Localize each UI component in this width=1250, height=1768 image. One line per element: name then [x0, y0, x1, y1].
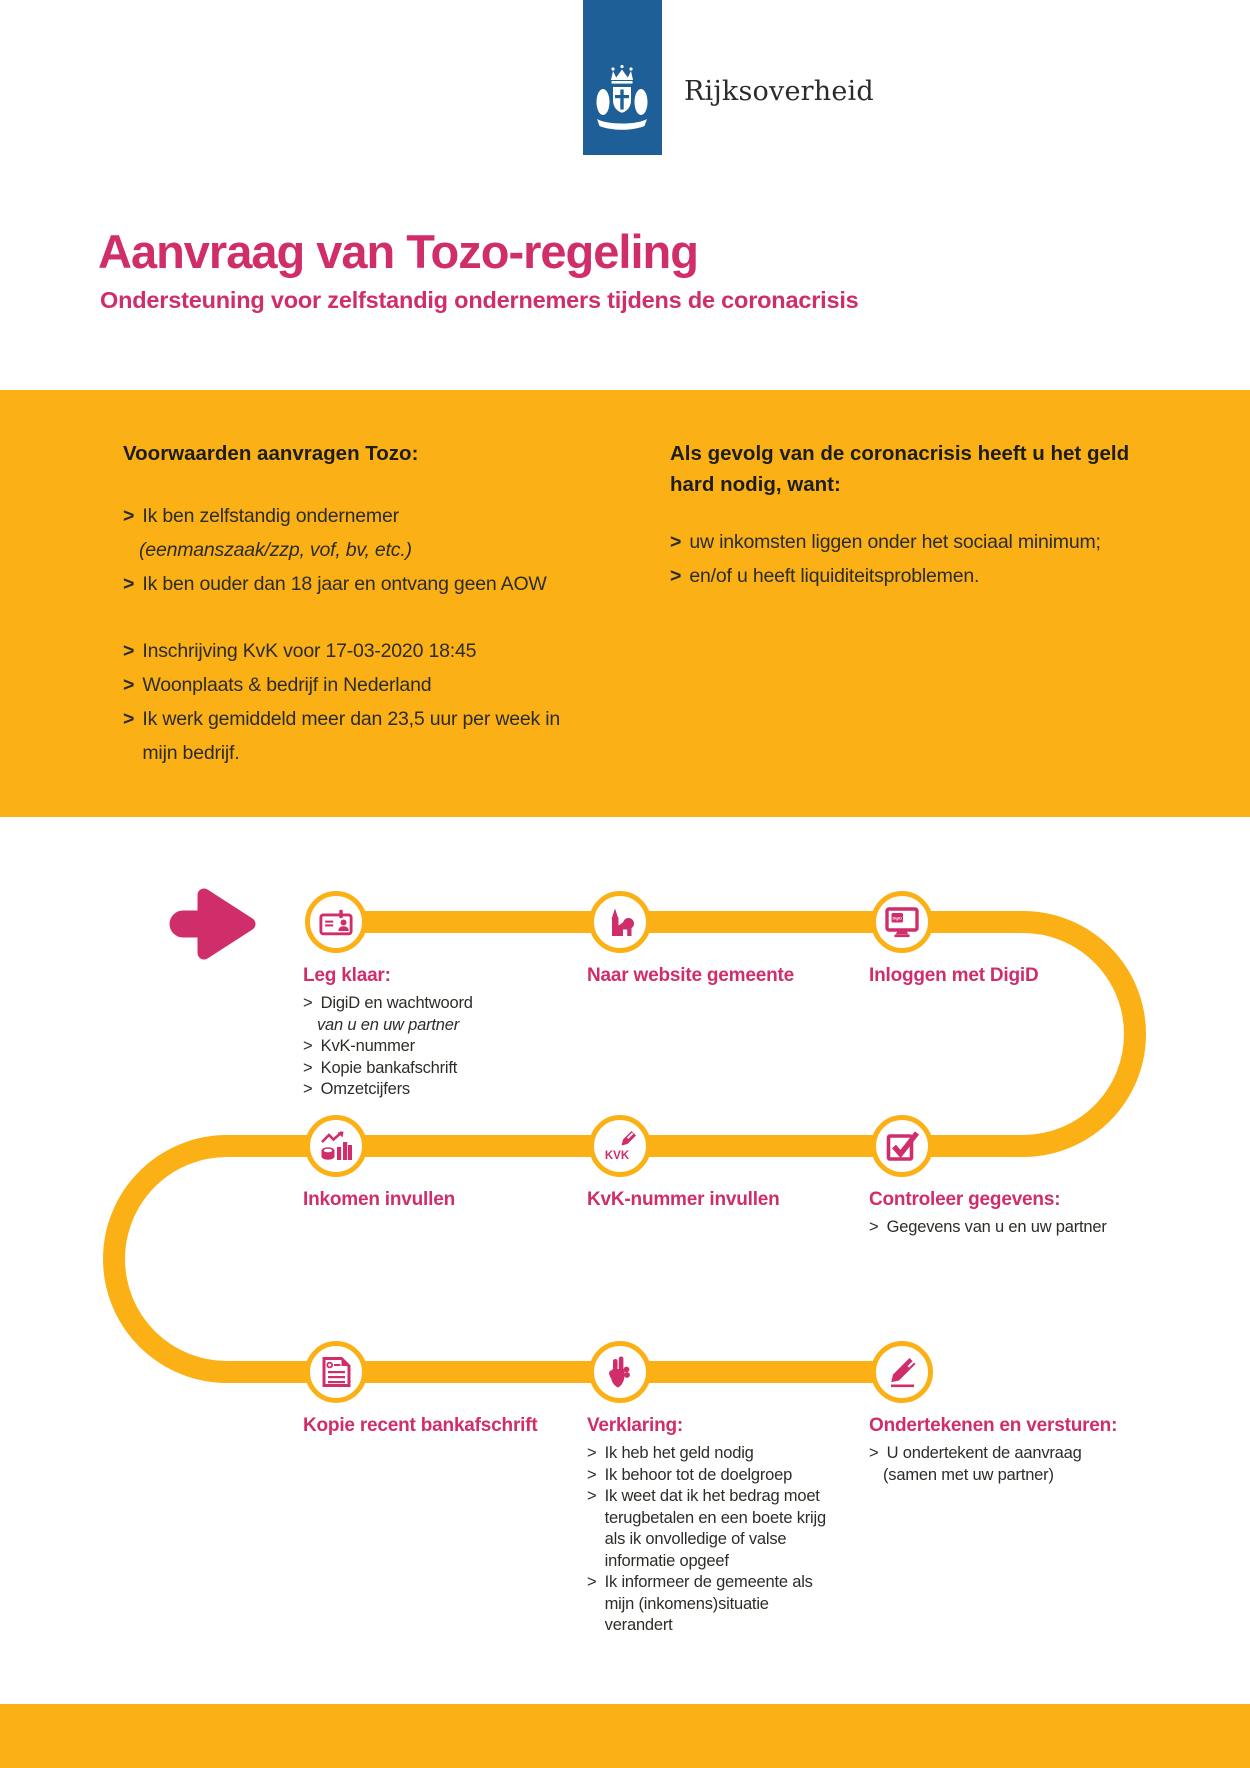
list-item: > Omzetcijfers [303, 1080, 410, 1098]
step-items [587, 1443, 841, 1637]
brand-name: Rijksoverheid [684, 76, 874, 107]
step-items [869, 1217, 1169, 1239]
royal-crest-icon [593, 64, 651, 134]
coins-chart-icon [319, 1130, 353, 1162]
list-item: > Woonplaats & bedrijf in Nederland [123, 674, 432, 696]
list-item: > Ik weet dat ik het bedrag moet terugbetalen en een boete krijg als ik onvolledige of valse informatie opgeef [587, 1487, 826, 1570]
flow-step-kvk-nummer [587, 1115, 859, 1211]
reasons-heading: Als gevolg van de coronacrisis heeft u het geld hard nodig, want: [670, 442, 1130, 496]
list-item: > uw inkomsten liggen onder het sociaal minimum; [670, 531, 1101, 553]
page-subtitle: Ondersteuning voor zelfstandig ondernemers tijdens de coronacrisis [100, 287, 859, 313]
list-item: > DigiD en wachtwoord [303, 994, 473, 1012]
list-item: > Ik behoor tot de doelgroep [587, 1465, 793, 1484]
digid-monitor-icon [885, 907, 919, 938]
flow-step-bankafschrift [303, 1341, 575, 1437]
flow-step-website-gemeente [587, 891, 859, 987]
step-label: Kopie recent bankafschrift [303, 1415, 538, 1436]
checkbox-icon [886, 1130, 919, 1162]
list-item: > Inschrijving KvK voor 17-03-2020 18:45 [123, 640, 477, 662]
step-label: KvK-nummer invullen [587, 1189, 780, 1210]
id-card-icon [319, 907, 353, 937]
step-label: Ondertekenen en versturen: [869, 1415, 1118, 1436]
list-item: > Kopie bankafschrift [303, 1058, 458, 1077]
conditions-band [0, 390, 1250, 817]
rijksoverheid-logo-block [583, 0, 662, 155]
conditions-list-1 [123, 499, 563, 601]
kvk-pencil-icon [603, 1130, 637, 1162]
step-items [869, 1443, 1169, 1486]
flow-step-inkomen [303, 1115, 575, 1211]
list-item-note: (samen met uw partner) [883, 1465, 1054, 1484]
flow-step-leg-klaar [303, 891, 575, 1101]
list-item: > U ondertekent de aanvraag [869, 1444, 1082, 1462]
step-label: Inkomen invullen [303, 1189, 455, 1210]
flow-step-verklaring [587, 1341, 841, 1637]
page-title: Aanvraag van Tozo-regeling [98, 225, 698, 278]
bottom-band [0, 1704, 1250, 1768]
oath-hand-icon [606, 1356, 634, 1388]
conditions-heading: Voorwaarden aanvragen Tozo: [123, 442, 419, 465]
reasons-list [670, 525, 1150, 593]
list-item: > Gegevens van u en uw partner [869, 1218, 1107, 1236]
flow-start-arrow-icon [183, 895, 249, 953]
step-label: Leg klaar: [303, 965, 391, 986]
step-label: Verklaring: [587, 1415, 684, 1436]
list-item-note: van u en uw partner [317, 1015, 460, 1034]
list-item: > Ik informeer de gemeente als mijn (inkomens)situatie verandert [587, 1573, 813, 1634]
conditions-list-2 [123, 634, 563, 770]
list-item: > KvK-nummer [303, 1037, 415, 1055]
step-label: Controleer gegevens: [869, 1189, 1061, 1210]
list-item: > Ik ben ouder dan 18 jaar en ontvang geen AOW [123, 573, 547, 595]
flow-step-inloggen-digid [869, 891, 1141, 987]
reasons-column [670, 438, 1150, 593]
step-label: Inloggen met DigiD [869, 965, 1039, 986]
list-item-note: (eenmanszaak/zzp, vof, bv, etc.) [139, 539, 412, 561]
bank-statement-icon [321, 1356, 352, 1388]
svg-text:DigiD: DigiD [892, 916, 902, 921]
svg-text:KVK: KVK [604, 1150, 630, 1162]
flow-step-controleer [869, 1115, 1169, 1239]
church-icon [604, 906, 636, 938]
step-label: Naar website gemeente [587, 965, 794, 986]
list-item: > Ik werk gemiddeld meer dan 23,5 uur per week in mijn bedrijf. [123, 708, 561, 764]
list-item: > Ik ben zelfstandig ondernemer [123, 505, 399, 527]
list-item: > en/of u heeft liquiditeitsproblemen. [670, 565, 980, 587]
pencil-icon [886, 1356, 918, 1388]
list-item: > Ik heb het geld nodig [587, 1444, 754, 1462]
conditions-column [123, 438, 563, 770]
step-items [303, 993, 575, 1101]
flow-step-ondertekenen [869, 1341, 1169, 1486]
